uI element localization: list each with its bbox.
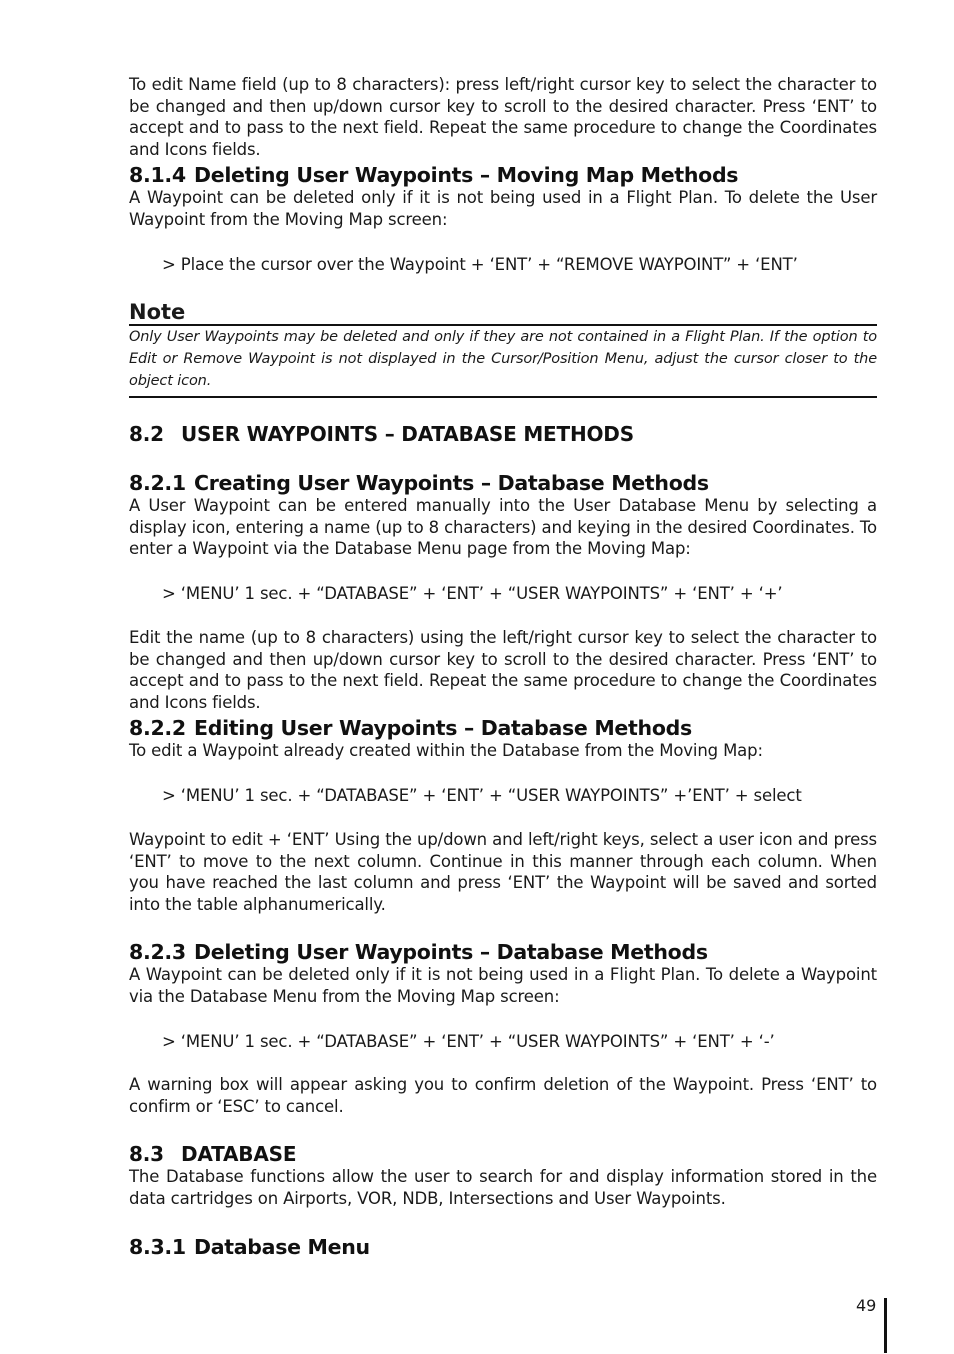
section-8-3-1-heading [129, 1235, 877, 1259]
section-number: 8.1.4 [129, 163, 186, 187]
section-title: Creating User Waypoints – Database Methods [194, 471, 709, 495]
section-heading [129, 1142, 877, 1166]
section-body: A Waypoint can be deleted only if it is not being used in a Flight Plan. To delete a Waypoint via the Database Menu from the Moving Map screen: [129, 965, 877, 1006]
section-8-2-heading [129, 422, 877, 446]
section-8-2-2 [129, 716, 877, 762]
section-body: The Database functions allow the user to search for and display information stored in the data cartridges on Airports, VOR, NDB, Intersections and User Waypoints. [129, 1167, 877, 1208]
command-line: > ‘MENU’ 1 sec. + “DATABASE” + ‘ENT’ + “USER WAYPOINTS” +’ENT’ + select [162, 786, 802, 805]
note-body: Only User Waypoints may be deleted and only if they are not contained in a Flight Plan. If the option to Edit or Remove Waypoint is not displayed in the Cursor/Position Menu, adjust the cursor closer to the object icon. [129, 326, 877, 398]
section-body-continued: Waypoint to edit + ‘ENT’ Using the up/down and left/right keys, select a user icon and press ‘ENT’ to move to the next column. Continue in this manner through each column. When you have reached the last column and press ‘ENT’ the Waypoint will be saved and sorted into the table alphanumerically. [129, 830, 877, 915]
command-line: > ‘MENU’ 1 sec. + “DATABASE” + ‘ENT’ + “USER WAYPOINTS” + ‘ENT’ + ‘+’ [162, 584, 783, 603]
note-title: Note [129, 300, 877, 326]
section-number: 8.2.2 [129, 716, 186, 740]
note-box [129, 300, 877, 398]
section-body: To edit a Waypoint already created within the Database from the Moving Map: [129, 741, 763, 760]
section-body: A User Waypoint can be entered manually into the User Database Menu by selecting a display icon, entering a name (up to 8 characters) and keying in the desired Coordinates. To enter a Waypoint via the Database Menu page from the Moving Map: [129, 496, 877, 559]
section-title: Database Menu [194, 1235, 370, 1259]
section-8-3 [129, 1142, 877, 1209]
section-heading [129, 716, 877, 740]
section-title: DATABASE [181, 1142, 297, 1166]
section-number: 8.2.3 [129, 940, 186, 964]
section-body: A Waypoint can be deleted only if it is not being used in a Flight Plan. To delete the User Waypoint from the Moving Map screen: [129, 188, 877, 229]
page-number: 49 [856, 1296, 877, 1315]
section-heading [129, 471, 877, 495]
section-8-1-4 [129, 163, 877, 230]
section-body-continued: A warning box will appear asking you to confirm deletion of the Waypoint. Press ‘ENT’ to confirm or ‘ESC’ to cancel. [129, 1075, 877, 1116]
command-line: > Place the cursor over the Waypoint + ‘ENT’ + “REMOVE WAYPOINT” + ‘ENT’ [162, 255, 798, 274]
section-number: 8.2.1 [129, 471, 186, 495]
section-title: Editing User Waypoints – Database Methods [194, 716, 692, 740]
section-title: Deleting User Waypoints – Database Methods [194, 940, 708, 964]
section-title: USER WAYPOINTS – DATABASE METHODS [181, 422, 634, 446]
section-number: 8.3 [129, 1142, 164, 1166]
intro-paragraph: To edit Name field (up to 8 characters): press left/right cursor key to select the character to be changed and then up/down cursor key to scroll to the desired character. Press ‘ENT’ to accept and to pass to the next field. Repeat the same procedure to change the Coordinates and Icons fields. [129, 75, 877, 160]
section-title: Deleting User Waypoints – Moving Map Methods [194, 163, 739, 187]
section-number: 8.3.1 [129, 1235, 186, 1259]
section-8-2-1 [129, 471, 877, 560]
command-line: > ‘MENU’ 1 sec. + “DATABASE” + ‘ENT’ + “USER WAYPOINTS” + ‘ENT’ + ‘-’ [162, 1032, 775, 1051]
section-heading [129, 163, 877, 187]
section-8-2-3 [129, 940, 877, 1007]
page-edge-bar [884, 1298, 887, 1353]
section-heading [129, 940, 877, 964]
section-body-continued: Edit the name (up to 8 characters) using the left/right cursor key to select the character to be changed and then up/down cursor key to scroll to the desired character. Press ‘ENT’ to accept and to pass to the next field. Repeat the same procedure to change the Coordinates and Icons fields. [129, 628, 877, 713]
section-number: 8.2 [129, 422, 164, 446]
